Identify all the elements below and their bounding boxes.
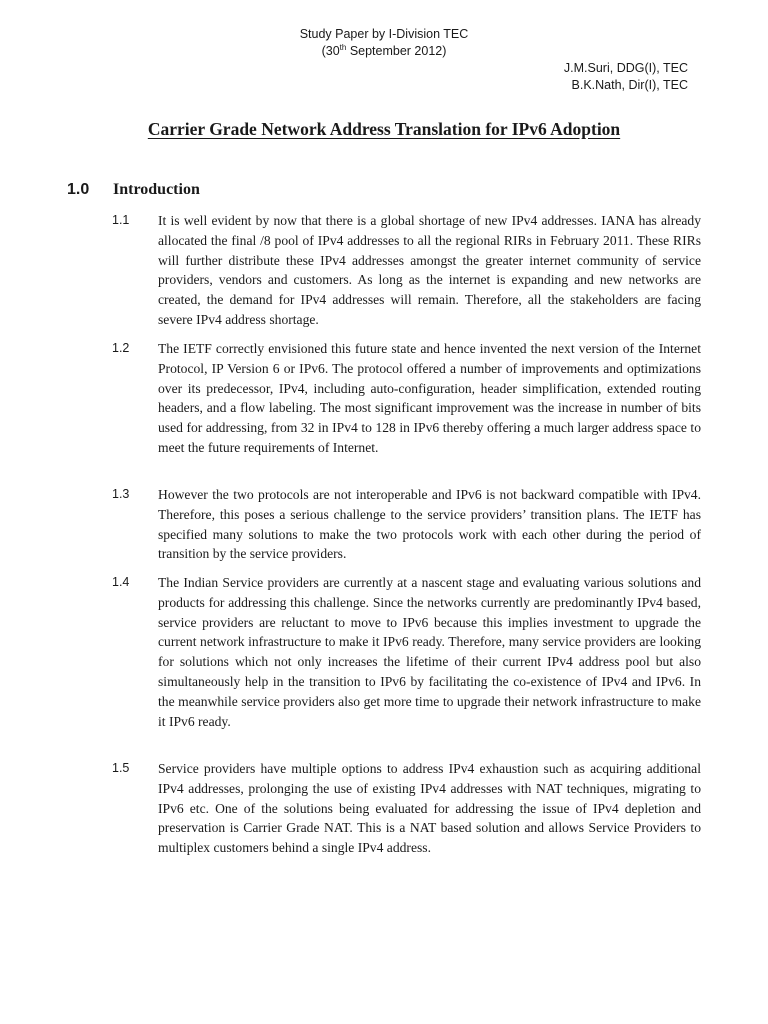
- paragraph-number: 1.2: [112, 341, 130, 355]
- paragraph-number: 1.5: [112, 761, 130, 775]
- paragraph-number: 1.4: [112, 575, 130, 589]
- document-header: [0, 26, 768, 60]
- paragraph-number: 1.3: [112, 487, 130, 501]
- section-number: 1.0: [67, 181, 90, 198]
- section-heading: [67, 181, 200, 199]
- date-open: (30: [321, 44, 340, 58]
- study-paper-line: Study Paper by I-Division TEC: [299, 27, 469, 41]
- authors-block: [564, 60, 688, 94]
- paragraph-text: However the two protocols are not interoperable and IPv6 is not backward compatible with IPv4. Therefore, this poses a serious challenge to the service providers’ transition plans. The IETF has specified many solutions to make the two protocols work with each other during the period of transition by the service providers.: [158, 487, 701, 562]
- paragraph-text: The Indian Service providers are currently at a nascent stage and evaluating various solutions and products for addressing this challenge. Since the networks currently are predominantly IPv4 based, service providers are reluctant to move to IPv6 because this implies investment to upgrade the current network infrastructure to make it IPv6 ready. Therefore, many service providers are looking for solutions which not only increases the lifetime of their current IPv4 address pool but also simultaneously help in the transition to IPv6 by facilitating the co-existence of IPv4 and IPv6. In the meanwhile service providers also get more time to upgrade their network infrastructure to make it IPv6 ready.: [158, 575, 701, 729]
- date-rest: September 2012): [346, 44, 447, 58]
- paragraph-number: 1.1: [112, 213, 130, 227]
- paragraph-text: It is well evident by now that there is a global shortage of new IPv4 addresses. IANA has already allocated the final /8 pool of IPv4 addresses to all the regional RIRs in February 2011. These RIRs will further distribute these IPv4 addresses amongst the greater internet community of service providers, vendors and customers. As long as the internet is expanding and new networks are created, the demand for IPv4 addresses will remain. Therefore, all the stakeholders are facing severe IPv4 address shortage.: [158, 213, 701, 327]
- author-2: B.K.Nath, Dir(I), TEC: [571, 78, 688, 92]
- paragraph-text: The IETF correctly envisioned this future state and hence invented the next version of the Internet Protocol, IP Version 6 or IPv6. The protocol offered a number of improvements and optimizations over its predecessor, IPv4, including auto-configuration, header simplification, extended routing headers, and a flow labeling. The most significant improvement was the increase in number of bits used for addressing, from 32 in IPv4 to 128 in IPv6 thereby offering a much larger address space to meet the future requirements of Internet.: [158, 341, 701, 455]
- date-line: [0, 43, 768, 60]
- date-superscript: th: [339, 43, 347, 52]
- document-title-text: Carrier Grade Network Address Translation for IPv6 Adoption: [147, 119, 621, 139]
- paragraph-text: Service providers have multiple options to address IPv4 exhaustion such as acquiring additional IPv4 addresses, prolonging the use of existing IPv4 addresses with NAT techniques, migrating to IPv6 etc. One of the solutions being evaluated for addressing the issue of IPv4 depletion and preservation is Carrier Grade NAT. This is a NAT based solution and allows Service Providers to multiplex customers behind a single IPv4 address.: [158, 761, 701, 856]
- section-name: Introduction: [113, 181, 200, 198]
- document-title: [0, 119, 768, 140]
- author-1: J.M.Suri, DDG(I), TEC: [563, 61, 688, 75]
